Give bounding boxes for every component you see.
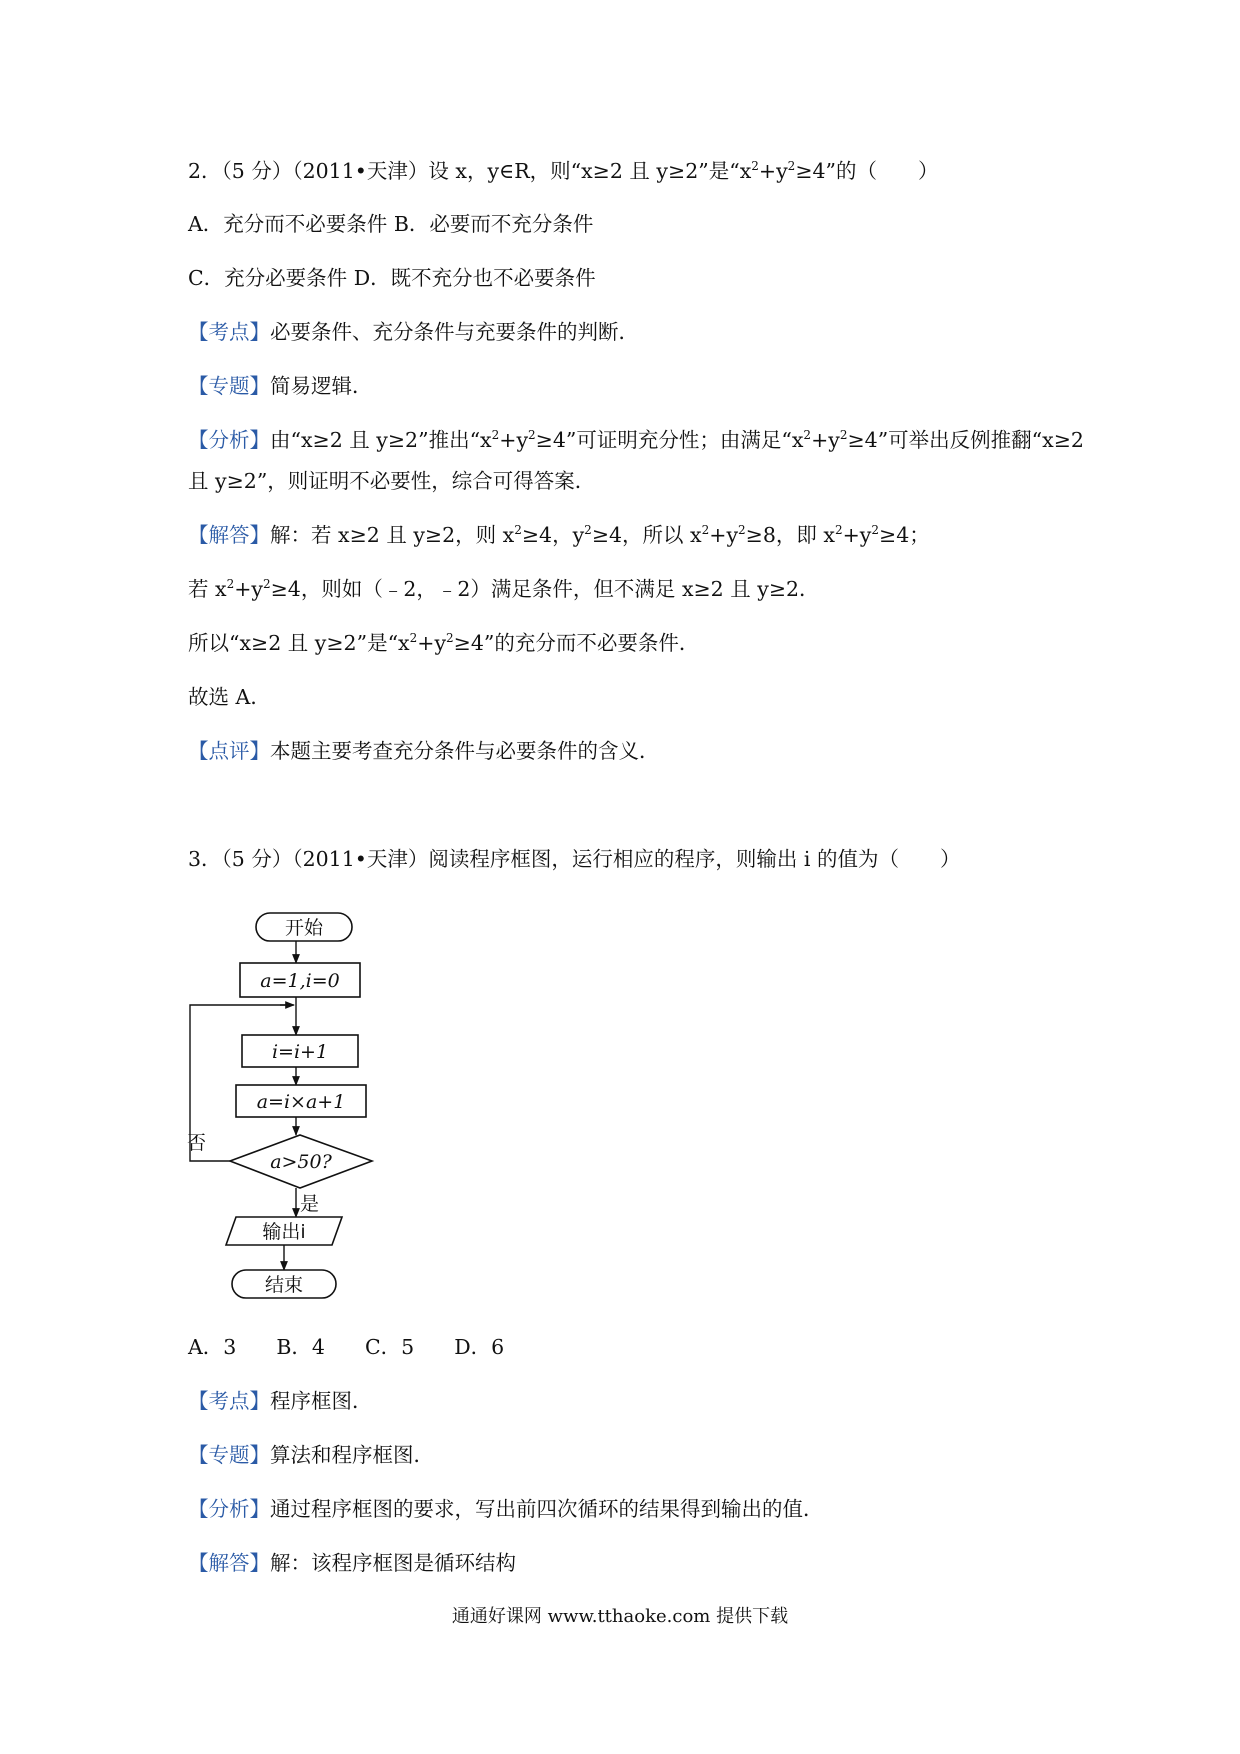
flow-init-label: a=1,i=0 <box>260 970 340 992</box>
q2-options-ab: A．充分而不必要条件 B．必要而不充分条件 <box>188 212 594 236</box>
flow-end-label: 结束 <box>264 1274 304 1296</box>
q3-option-d: D．6 <box>454 1335 505 1359</box>
q2-kaodian: 【考点】必要条件、充分条件与充要条件的判断． <box>188 320 639 344</box>
flow-yes-label: 是 <box>300 1193 320 1215</box>
q2-jieda-line4: 故选 A． <box>188 685 271 709</box>
q2-options-cd: C．充分必要条件 D．既不充分也不必要条件 <box>188 266 596 290</box>
q2-jieda-line2: 若 $x^2+y^2\ge 4$，则如（﹣2，﹣2）满足条件，但不满足 x≥2 且 y≥2． <box>188 577 820 601</box>
q3-jieda: 【解答】解：该程序框图是循环结构 <box>188 1551 516 1575</box>
flow-start-label: 开始 <box>284 917 324 939</box>
q3-option-b: B．4 <box>276 1335 325 1359</box>
q2-dianping: 【点评】本题主要考查充分条件与必要条件的含义． <box>188 739 660 763</box>
q3-option-c: C．5 <box>364 1335 415 1359</box>
flow-output-label: 输出i <box>262 1221 306 1243</box>
q3-stem: 3．（5 分）（2011•天津）阅读程序框图，运行相应的程序，则输出 i 的值为（ ） <box>188 847 961 871</box>
flowchart <box>180 905 380 1305</box>
q3-options <box>188 1334 544 1360</box>
q3-fenxi: 【分析】通过程序框图的要求，写出前四次循环的结果得到输出的值． <box>188 1497 824 1521</box>
q2-zhuanti: 【专题】简易逻辑． <box>188 374 373 398</box>
q3-zhuanti: 【专题】算法和程序框图． <box>188 1443 434 1467</box>
flow-increment-label: i=i+1 <box>271 1041 329 1063</box>
q3-kaodian: 【考点】程序框图． <box>188 1389 373 1413</box>
q2-jieda-line1: 【解答】解：若 x≥2 且 y≥2，则 $x^2\ge 4$，$y^2\ge 4$，所以 $x^2+y^2\ge 8$，即 $x^2+y^2\ge 4$； <box>188 523 930 547</box>
flow-update-label: a=i×a+1 <box>256 1091 346 1113</box>
flow-no-label: 否 <box>187 1132 207 1154</box>
q2-fenxi-line2: 且 y≥2”，则证明不必要性，综合可得答案． <box>188 469 596 493</box>
q2-fenxi-line1: 【分析】由“x≥2 且 y≥2”推出“$x^2+y^2\ge 4$”可证明充分性；由满足“$x^2+y^2\ge 4$”可举出反例推翻“x≥2 <box>188 428 1084 452</box>
flow-decision-label: a>50? <box>270 1151 332 1173</box>
page-footer: 通通好课网 www.tthaoke.com 提供下载 <box>451 1606 789 1627</box>
q3-option-a: A．3 <box>188 1335 237 1359</box>
q2-stem: 2．（5 分）（2011•天津）设 x，y∈R，则“x≥2 且 y≥2”是“$x^2+y^2\ge 4$”的（ ） <box>188 159 939 183</box>
q2-jieda-line3: 所以“x≥2 且 y≥2”是“$x^2+y^2\ge 4$”的充分而不必要条件． <box>188 631 700 655</box>
